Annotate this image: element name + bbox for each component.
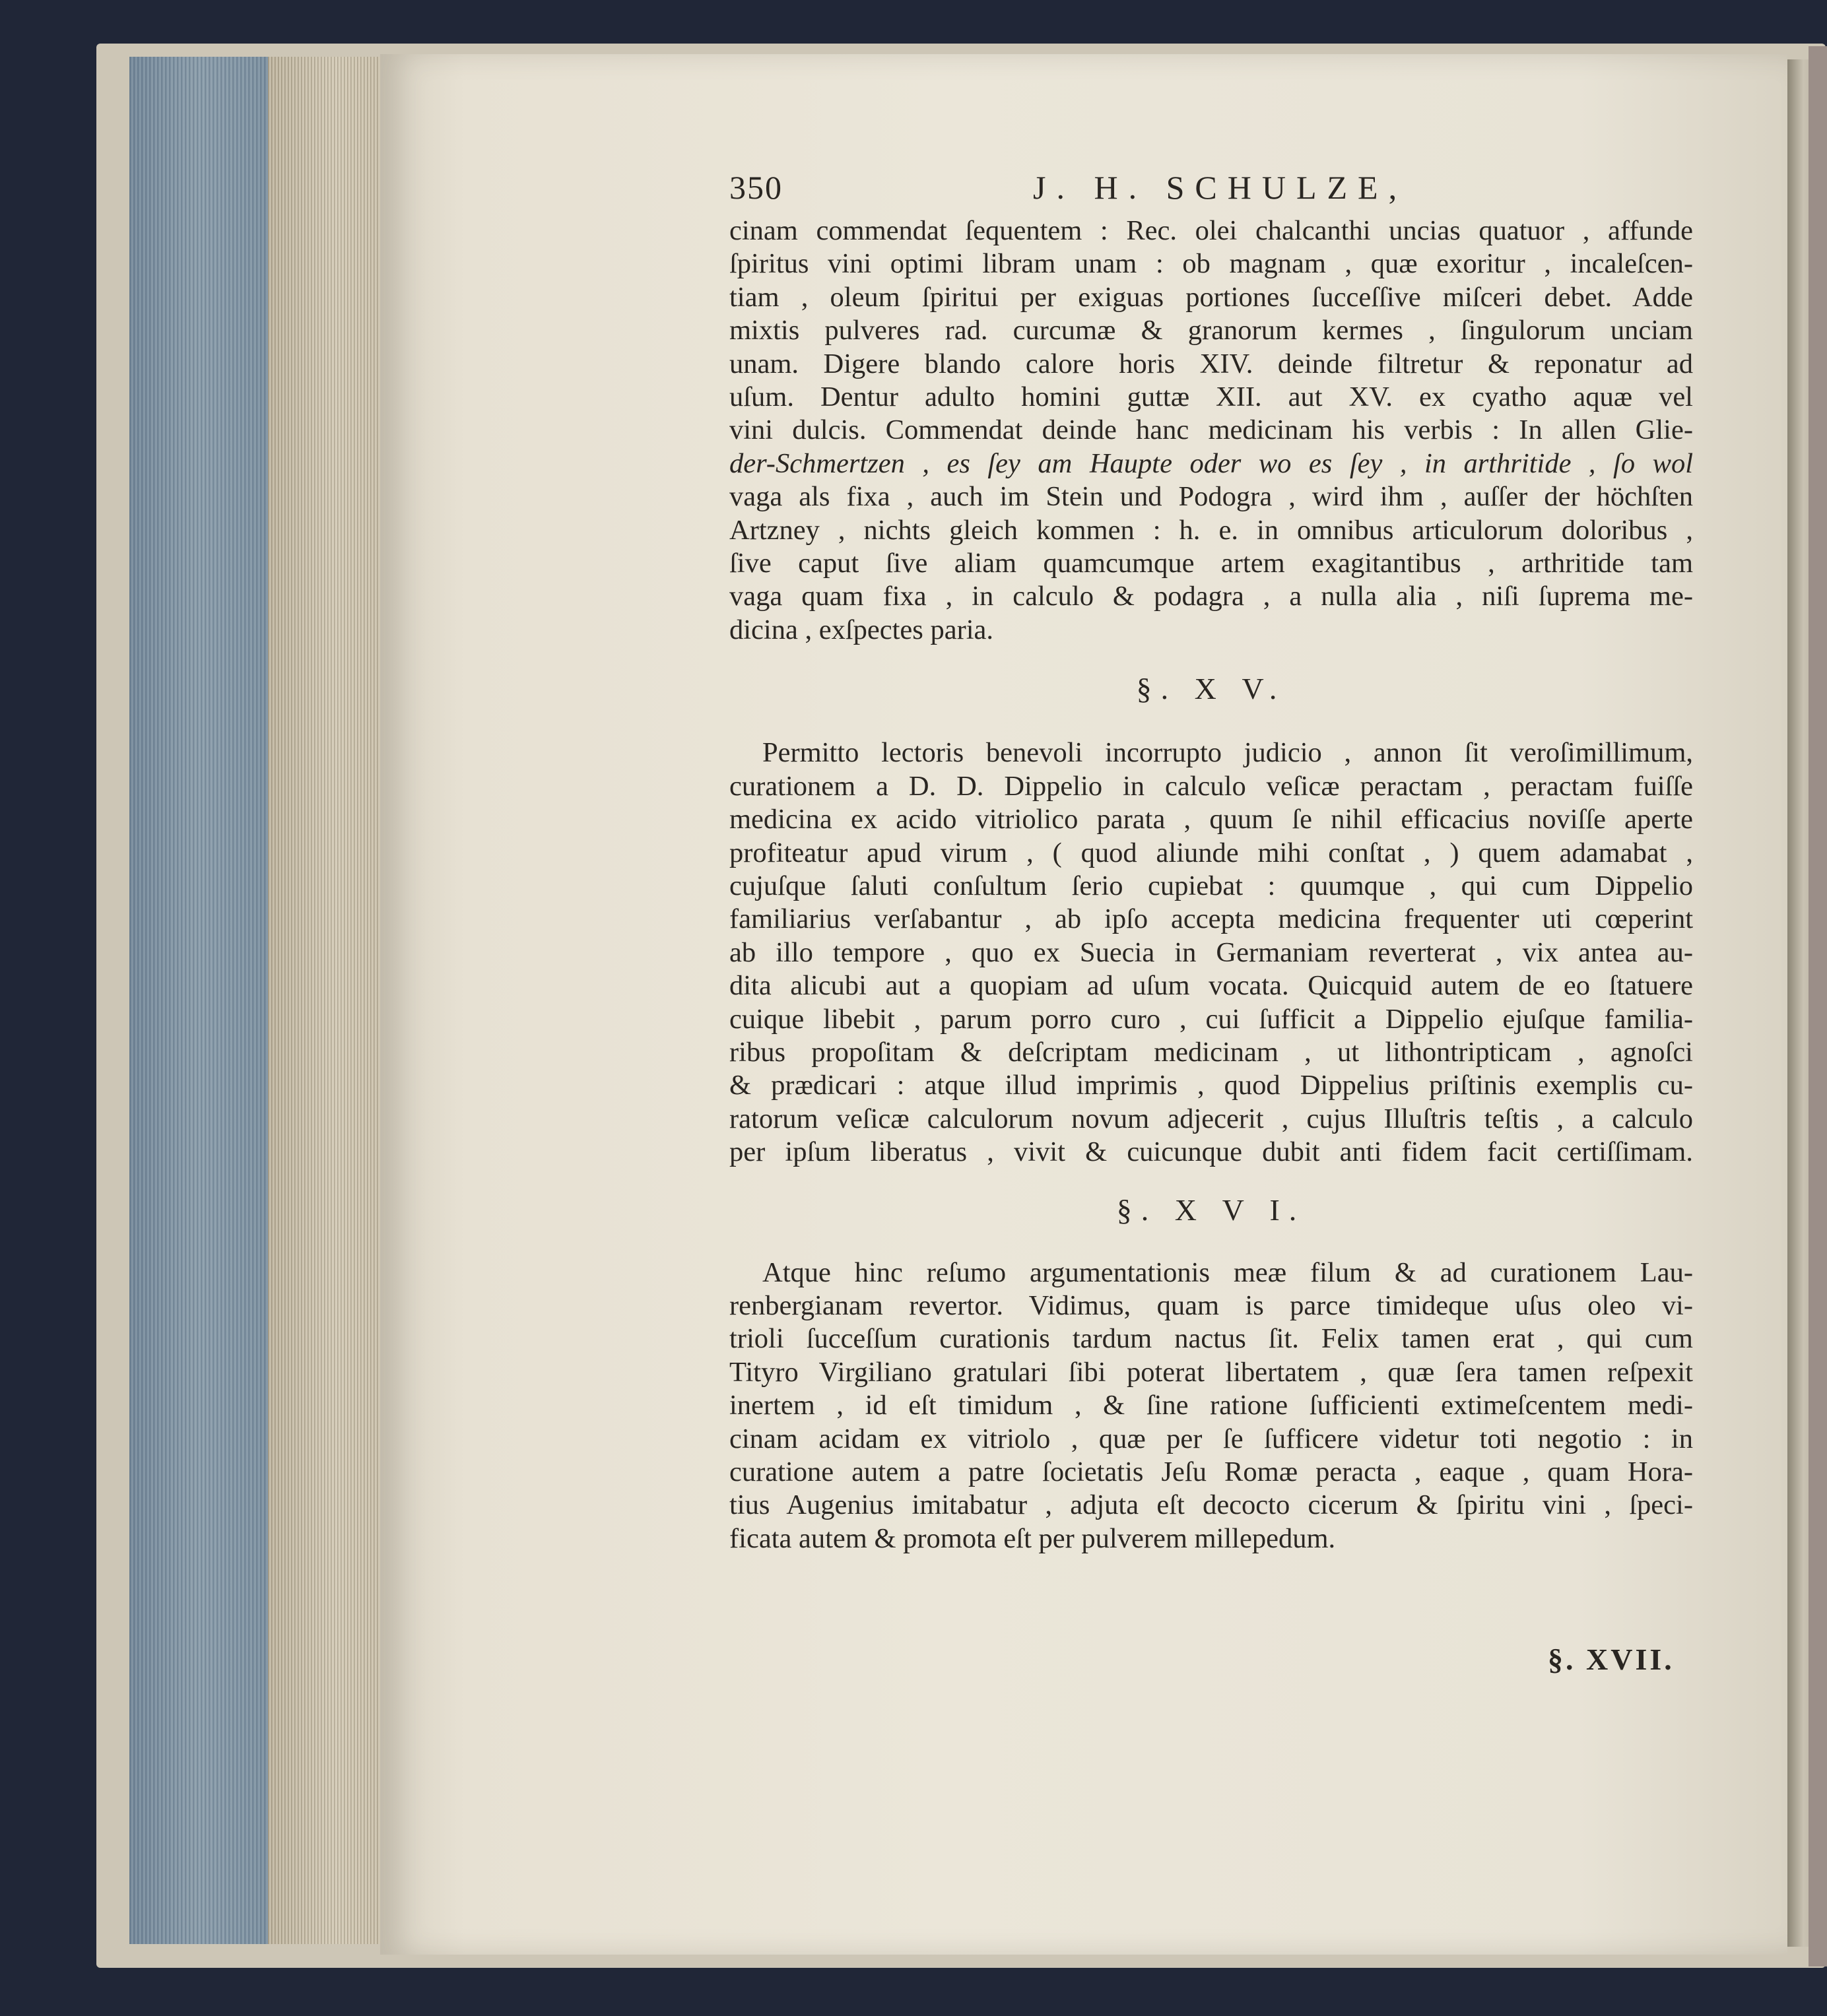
text-line: Artzney , nichts gleich kommen : h. e. in omnibus articulorum doloribus ,: [729, 514, 1693, 546]
text-line: tiam , oleum ſpiritui per exiguas portiones ſucceſſive miſceri debet. Adde: [729, 281, 1693, 313]
text-line: dicina , exſpectes paria.: [729, 614, 994, 645]
section-heading-xv: §. X V.: [1136, 672, 1286, 706]
text-line: curatione autem a patre ſocietatis Jeſu Romæ peracta , eaque , quam Hora-: [729, 1456, 1693, 1487]
running-head: [729, 168, 1693, 214]
text-line: ratorum veſicæ calculorum novum adjecerit , cujus Illuſtris teſtis , a calculo: [729, 1103, 1693, 1134]
text-line: profiteatur apud virum , ( quod aliunde mihi conſtat , ) quem adamabat ,: [729, 837, 1693, 868]
text-line: familiarius verſabantur , ab ipſo accepta medicina frequenter uti cœperint: [729, 903, 1693, 935]
page-number: 350: [729, 169, 783, 206]
text-line: vaga quam fixa , in calculo & podagra , a nulla alia , niſi ſuprema me-: [729, 581, 1693, 612]
text-line: & prædicari : atque illud imprimis , quod Dippelius priſtinis exemplis cu-: [729, 1070, 1693, 1101]
text-line: curationem a D. D. Dippelio in calculo veſicæ peractam , peractam fuiſſe: [729, 770, 1693, 802]
text-line: der-Schmertzen , es ſey am Haupte oder wo es ſey , in arthritide , ſo wol: [729, 447, 1693, 479]
running-head-title: J. H. SCHULZE,: [1033, 169, 1408, 206]
text-line: cinam acidam ex vitriolo , quæ per ſe ſufficere videtur toti negotio : in: [729, 1423, 1693, 1454]
page-edge-inner: [268, 57, 380, 1944]
text-line: trioli ſucceſſum curationis tardum nactus ſit. Felix tamen erat , qui cum: [729, 1323, 1693, 1355]
text-line: renbergianam revertor. Vidimus, quam is parce timideque uſus oleo vi-: [729, 1289, 1693, 1321]
text-line: ficata autem & promota eſt per pulverem millepedum.: [729, 1522, 1336, 1554]
text-line: cuique libebit , parum porro curo , cui ſufficit a Dippelio ejuſque familia-: [729, 1003, 1693, 1035]
paragraph-1: [729, 214, 1693, 647]
page-edge-stack: [129, 57, 268, 1944]
text-line: Tityro Virgiliano gratulari ſibi poterat libertatem , quæ ſera tamen reſpexit: [729, 1356, 1693, 1388]
text-line: ſive caput ſive aliam quamcumque artem exagitantibus , arthritide tam: [729, 548, 1693, 579]
text-line: dita alicubi aut a quopiam ad uſum vocata. Quicquid autem de eo ſtatuere: [729, 970, 1693, 1002]
text-line: per ipſum liberatus , vivit & cuicunque dubit anti fidem facit certiſſimam.: [729, 1136, 1693, 1168]
text-line: vini dulcis. Commendat deinde hanc medicinam his verbis : In allen Glie-: [729, 414, 1693, 446]
text-line: inertem , id eſt timidum , & ſine ratione ſufficienti extimeſcentem medi-: [729, 1390, 1693, 1421]
text-line: ribus propoſitam & deſcriptam medicinam , ut lithontripticam , agnoſci: [729, 1036, 1693, 1068]
text-line: mixtis pulveres rad. curcumæ & granorum kermes , ſingulorum unciam: [729, 315, 1693, 346]
text-line: ab illo tempore , quo ex Suecia in Germaniam reverterat , vix antea au-: [729, 936, 1693, 968]
paragraph-2: [729, 736, 1693, 1169]
page-text-block: [729, 168, 1693, 1555]
text-line: cujuſque ſaluti conſultum ſerio cupiebat : quumque , qui cum Dippelio: [729, 870, 1693, 901]
text-line: Permitto lectoris benevoli incorrupto judicio , annon ſit veroſimillimum,: [762, 737, 1693, 769]
text-line: ſpiritus vini optimi libram unam : ob magnam , quæ exoritur , incaleſcen-: [729, 248, 1693, 280]
text-line: unam. Digere blando calore horis XIV. deinde filtretur & reponatur ad: [729, 348, 1693, 379]
text-line: Atque hinc reſumo argumentationis meæ filum & ad curationem Lau-: [762, 1256, 1693, 1288]
text-line: uſum. Dentur adulto homini guttæ XII. aut XV. ex cyatho aquæ vel: [729, 381, 1693, 413]
section-heading-xvi: §. X V I.: [1116, 1192, 1306, 1227]
book-cover-right-edge: [1809, 46, 1827, 1967]
text-line: cinam commendat ſequentem : Rec. olei chalcanthi uncias quatuor , affunde: [729, 215, 1693, 246]
text-line: medicina ex acido vitriolico parata , quum ſe nihil efficacius noviſſe aperte: [729, 804, 1693, 835]
text-line: vaga als fixa , auch im Stein und Podogra , wird ihm , auſſer der höchſten: [729, 481, 1693, 513]
text-line: tius Augenius imitabatur , adjuta eſt decocto cicerum & ſpiritu vini , ſpeci-: [729, 1489, 1693, 1521]
paragraph-3: [729, 1256, 1693, 1556]
catchword: §. XVII.: [1548, 1642, 1675, 1676]
